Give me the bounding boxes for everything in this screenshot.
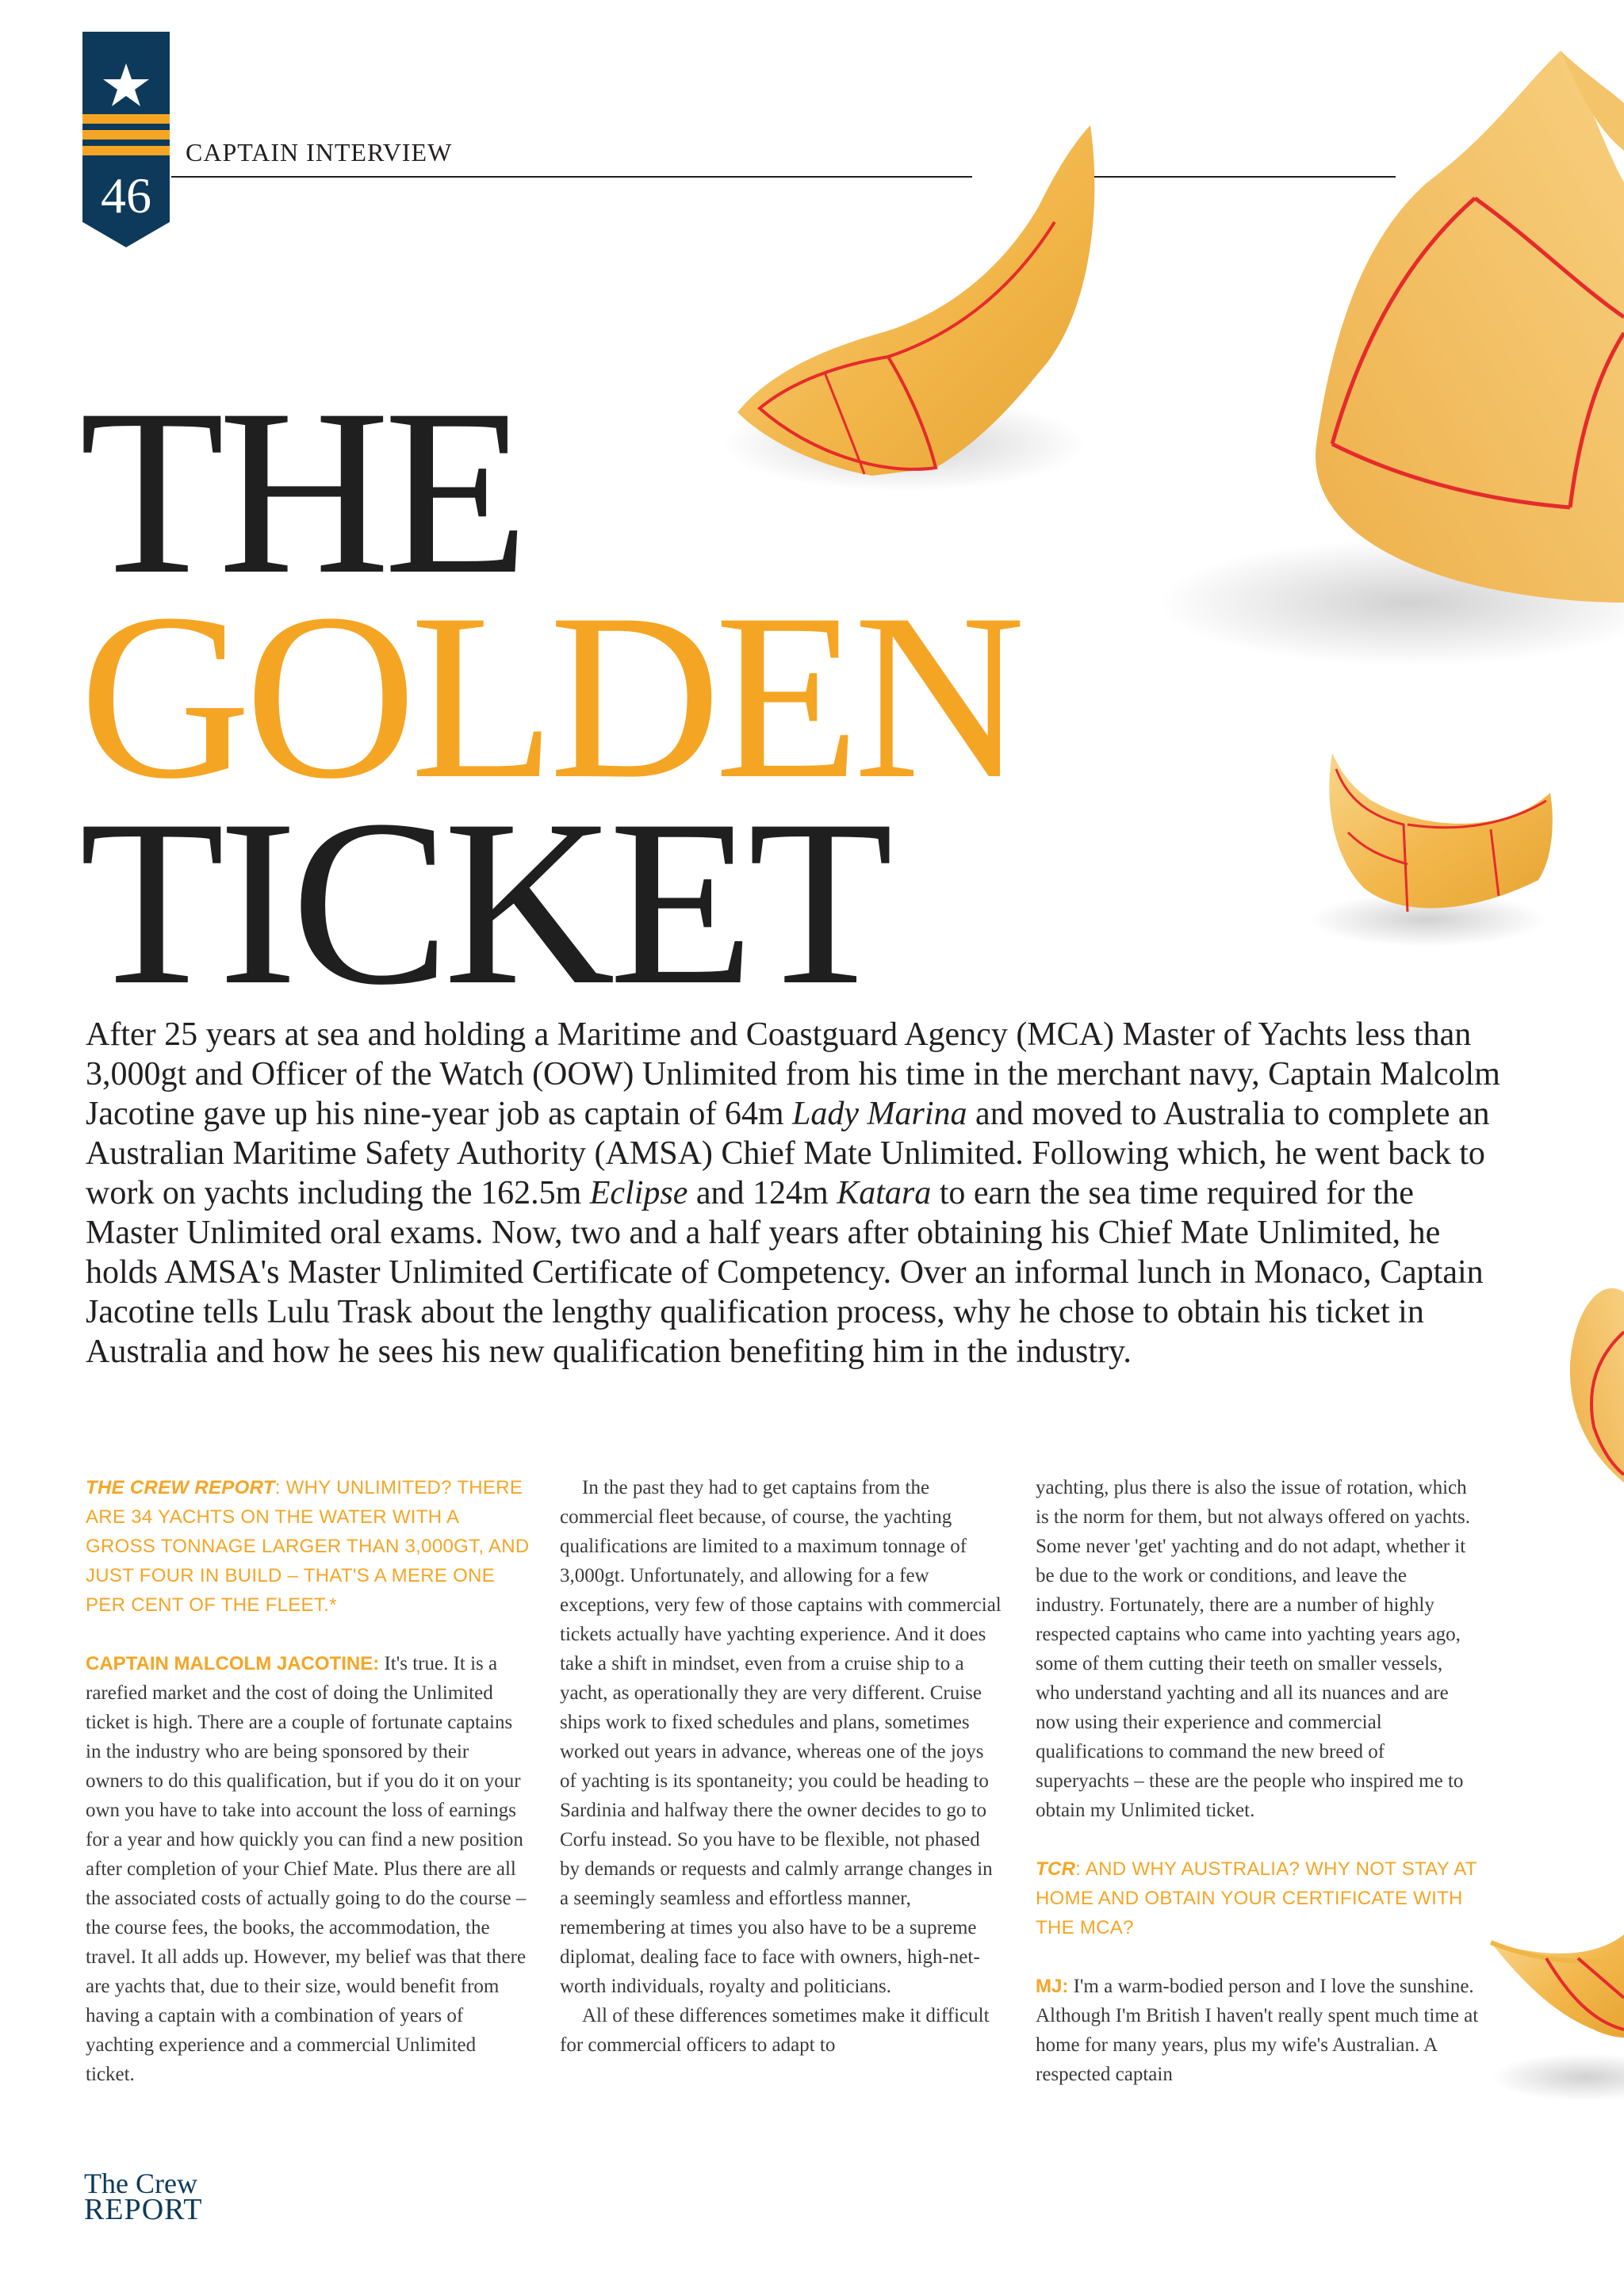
cap-middle-right xyxy=(1308,753,1553,947)
headline-line-3: TICKET xyxy=(79,771,887,1034)
cap-bottom-right xyxy=(1491,1934,1624,2101)
question-label: TCR xyxy=(1036,1858,1076,1880)
tab-stripe xyxy=(82,130,170,140)
body-column-3 xyxy=(1036,1473,1480,2089)
tab-stripe xyxy=(82,114,170,124)
speaker-label: MJ: xyxy=(1036,1976,1069,1997)
standfirst-text: After 25 years at sea and holding a Maritime and Coastguard Agency (MCA) Master of Yachts less than 3,000gt and Officer of the Watch (OOW) Unlimited from his time in the merchant navy, Captain Malcolm Jacotine gave up his nine-year job as captain of 64m xyxy=(86,1016,1500,1132)
header-rule-right xyxy=(1094,176,1396,178)
cap-edge-right xyxy=(1570,1288,1624,1483)
logo-line-1: The Crew xyxy=(84,2168,197,2199)
question-text: : AND WHY AUSTRALIA? WHY NOT STAY AT HOME AND OBTAIN YOUR CERTIFICATE WITH THE MCA? xyxy=(1036,1858,1477,1938)
tab-stripe xyxy=(82,146,170,155)
paragraph: yachting, plus there is also the issue of rotation, which is the norm for them, but not always offered on yachts. Some never 'get' yachting and do not adapt, whether it be due to the work or conditions, and leave the industry. Fortunately, there are a number of highly respected captains who came into yachting years ago, some of them cutting their teeth on smaller vessels, who understand yachting and all its nuances and are now using their experience and commercial qualifications to command the new breed of superyachts – these are the people who inspired me to obtain my Unlimited ticket. xyxy=(1036,1477,1471,1821)
answer-2 xyxy=(1036,1972,1480,2089)
answer-text: I'm a warm-bodied person and I love the sunshine. Although I'm British I haven't really spent much time at home for many years, plus my wife's Australian. A respected captain xyxy=(1036,1976,1479,2085)
header-rule-left xyxy=(171,176,972,178)
logo-line-2: REPORT xyxy=(84,2193,203,2227)
publication-logo xyxy=(84,2168,203,2227)
vessel-name: Katara xyxy=(837,1175,932,1211)
vessel-name: Eclipse xyxy=(589,1175,688,1211)
section-label: CAPTAIN INTERVIEW xyxy=(186,138,453,166)
paragraph: All of these differences sometimes make it difficult for commercial officers to adapt to xyxy=(560,2005,990,2056)
cap-top-right xyxy=(1158,51,1624,666)
body-column-1 xyxy=(86,1473,530,2089)
headline-line-1: THE xyxy=(79,360,523,623)
answer-text: It's true. It is a rarefied market and the cost of doing the Unlimited ticket is high. There are a couple of fortunate captains in the industry who are being sponsored by their owners to do this qualification, but if you do it on your own you have to take into account the loss of earnings for a year and how quickly you can find a new position after completion of your Chief Mate. Plus there are all the associated costs of actually going to do the course – the course fees, the books, the accommodation, the travel. It all adds up. However, my belief was that there are yachts that, due to their size, would benefit from having a captain with a combination of years of yachting experience and a commercial Unlimited ticket. xyxy=(86,1653,527,2085)
cap-top-middle xyxy=(722,125,1094,492)
page-number: 46 xyxy=(101,167,151,224)
standfirst-text: and 124m xyxy=(688,1175,837,1211)
question-text: : WHY UNLIMITED? THERE ARE 34 YACHTS ON THE WATER WITH A GROSS TONNAGE LARGER THAN 3,000GT, AND JUST FOUR IN BUILD – THAT'S A MERE ONE PER CENT OF THE FLEET.* xyxy=(86,1477,530,1616)
standfirst-text: and moved to Australia to complete an Australian Maritime Safety Authority (AMSA) Chief Mate Unlimited. Following which, he went back to work on yachts including the 162.5m xyxy=(86,1096,1490,1211)
headline-line-2: GOLDEN xyxy=(79,564,1020,828)
standfirst xyxy=(86,1015,1505,1372)
question-1 xyxy=(86,1473,530,1620)
speaker-label: CAPTAIN MALCOLM JACOTINE: xyxy=(86,1653,380,1674)
paragraph: In the past they had to get captains from the commercial fleet because, of course, the yachting qualifications are limited to a maximum tonnage of 3,000gt. Unfortunately, and allowing for a few exceptions, very few of those captains with commercial tickets actually have yachting experience. And it does take a shift in mindset, even from a cruise ship to a yacht, as operationally they are very different. Cruise ships work to fixed schedules and plans, sometimes worked out years in advance, whereas one of the joys of yachting is its spontaneity; you could be heading to Sardinia and halfway there the owner decides to go to Corfu instead. So you have to be flexible, not phased by demands or requests and calmly arrange changes in a seemingly seamless and effortless manner, remembering at times you also have to be a supreme diplomat, dealing face to face with owners, high-net-worth individuals, royalty and politicians. xyxy=(560,1477,1002,1997)
question-2 xyxy=(1036,1854,1480,1942)
vessel-name: Lady Marina xyxy=(792,1096,967,1132)
standfirst-text: to earn the sea time required for the Master Unlimited oral exams. Now, two and a half years after obtaining his Chief Mate Unlimited, he holds AMSA's Master Unlimited Certificate of Competency. Over an informal lunch in Monaco, Captain Jacotine tells Lulu Trask about the lengthy qualification process, why he chose to obtain his ticket in Australia and how he sees his new qualification benefiting him in the industry. xyxy=(86,1175,1484,1370)
body-column-2 xyxy=(560,1473,1004,2060)
answer-1 xyxy=(86,1649,530,2089)
question-label: THE CREW REPORT xyxy=(86,1477,275,1498)
